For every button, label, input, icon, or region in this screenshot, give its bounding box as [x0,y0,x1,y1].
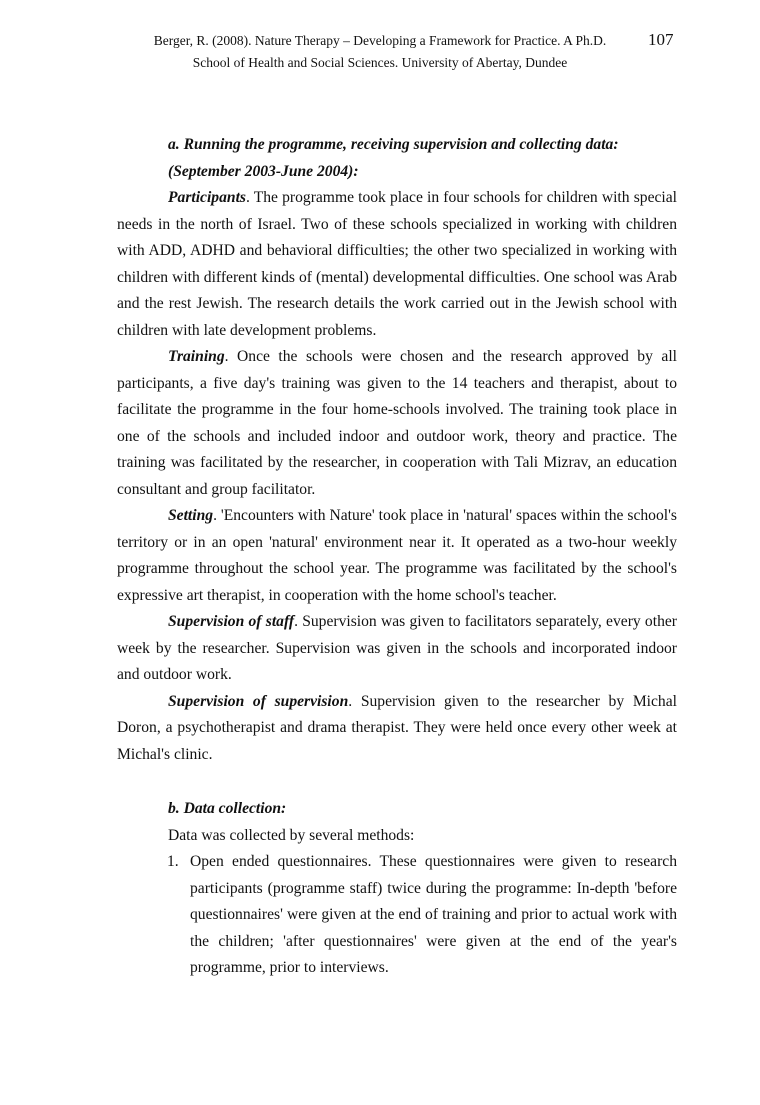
list-item-number: 1. [167,853,179,870]
paragraph-text: . 'Encounters with Nature' took place in 'natural' spaces within the school's territory or in an open 'natural' environment near it. It operated as a two-hour weekly programme throughout the school year. The programme was facilitated by the school's expressive art therapist, in cooperation with the home school's teacher. [117,507,677,604]
list-item-text: Open ended questionnaires. These questionnaires were given to research participants (programme staff) twice during the programme: In-depth 'before questionnaires' were given at the end of training and prior to actual work with the children; 'after questionnaires' were given at the end of the year's programme, prior to interviews. [190,853,677,976]
header-institution-line: School of Health and Social Sciences. University of Abertay, Dundee [192,55,568,70]
paragraph-text: . Once the schools were chosen and the research approved by all participants, a five day's training was given to the 14 teachers and therapist, about to facilitate the programme in the four home-schools involved. The training took place in one of the schools and included indoor and outdoor work, theory and practice. The training was facilitated by the researcher, in cooperation with Tali Mizrav, an education consultant and group facilitator. [117,348,677,498]
paragraph-text: . The programme took place in four schools for children with special needs in the north of Israel. Two of these schools specialized in working with children with ADD, ADHD and behavioral difficulties; the other two specialized in working with children with different kinds of (mental) developmental difficulties. One school was Arab and the rest Jewish. The research details the work carried out in the Jewish school with children with late development problems. [117,189,677,339]
list-item [167,849,677,982]
section-a-heading-line2: (September 2003-June 2004): [168,162,359,180]
paragraph-lead: Setting [168,507,214,524]
section-a-heading-line1: a. Running the programme, receiving supervision and collecting data: [168,136,619,153]
paragraph-supervision-of-staff [117,609,677,689]
paragraph-participants [117,185,677,344]
section-a-heading [168,132,677,185]
paragraph-lead: Supervision of supervision [168,692,349,710]
paragraph-setting [117,503,677,609]
section-spacer [117,768,677,796]
paragraph-supervision-of-supervision [117,689,677,769]
paragraph-text: . Supervision given to the researcher by Michal Doron, a psychotherapist and drama therapist. They were held once every other week at Michal's clinic. [117,692,677,763]
page-number: 107 [648,30,674,49]
paragraph-lead: Participants [168,189,246,206]
section-b-intro: Data was collected by several methods: [168,826,415,844]
paragraph-training [117,344,677,503]
paragraph-lead: Supervision of staff [168,613,295,630]
header-citation-line: Berger, R. (2008). Nature Therapy – Developing a Framework for Practice. A Ph.D. [153,33,607,48]
page-body [117,132,677,982]
paragraph-text: . Supervision was given to facilitators separately, every other week by the researcher. Supervision was given in the schools and incorporated indoor and outdoor work. [117,613,677,683]
page-header [0,30,760,74]
paragraph-lead: Training [168,348,225,365]
section-b-heading: b. Data collection: [168,800,287,817]
